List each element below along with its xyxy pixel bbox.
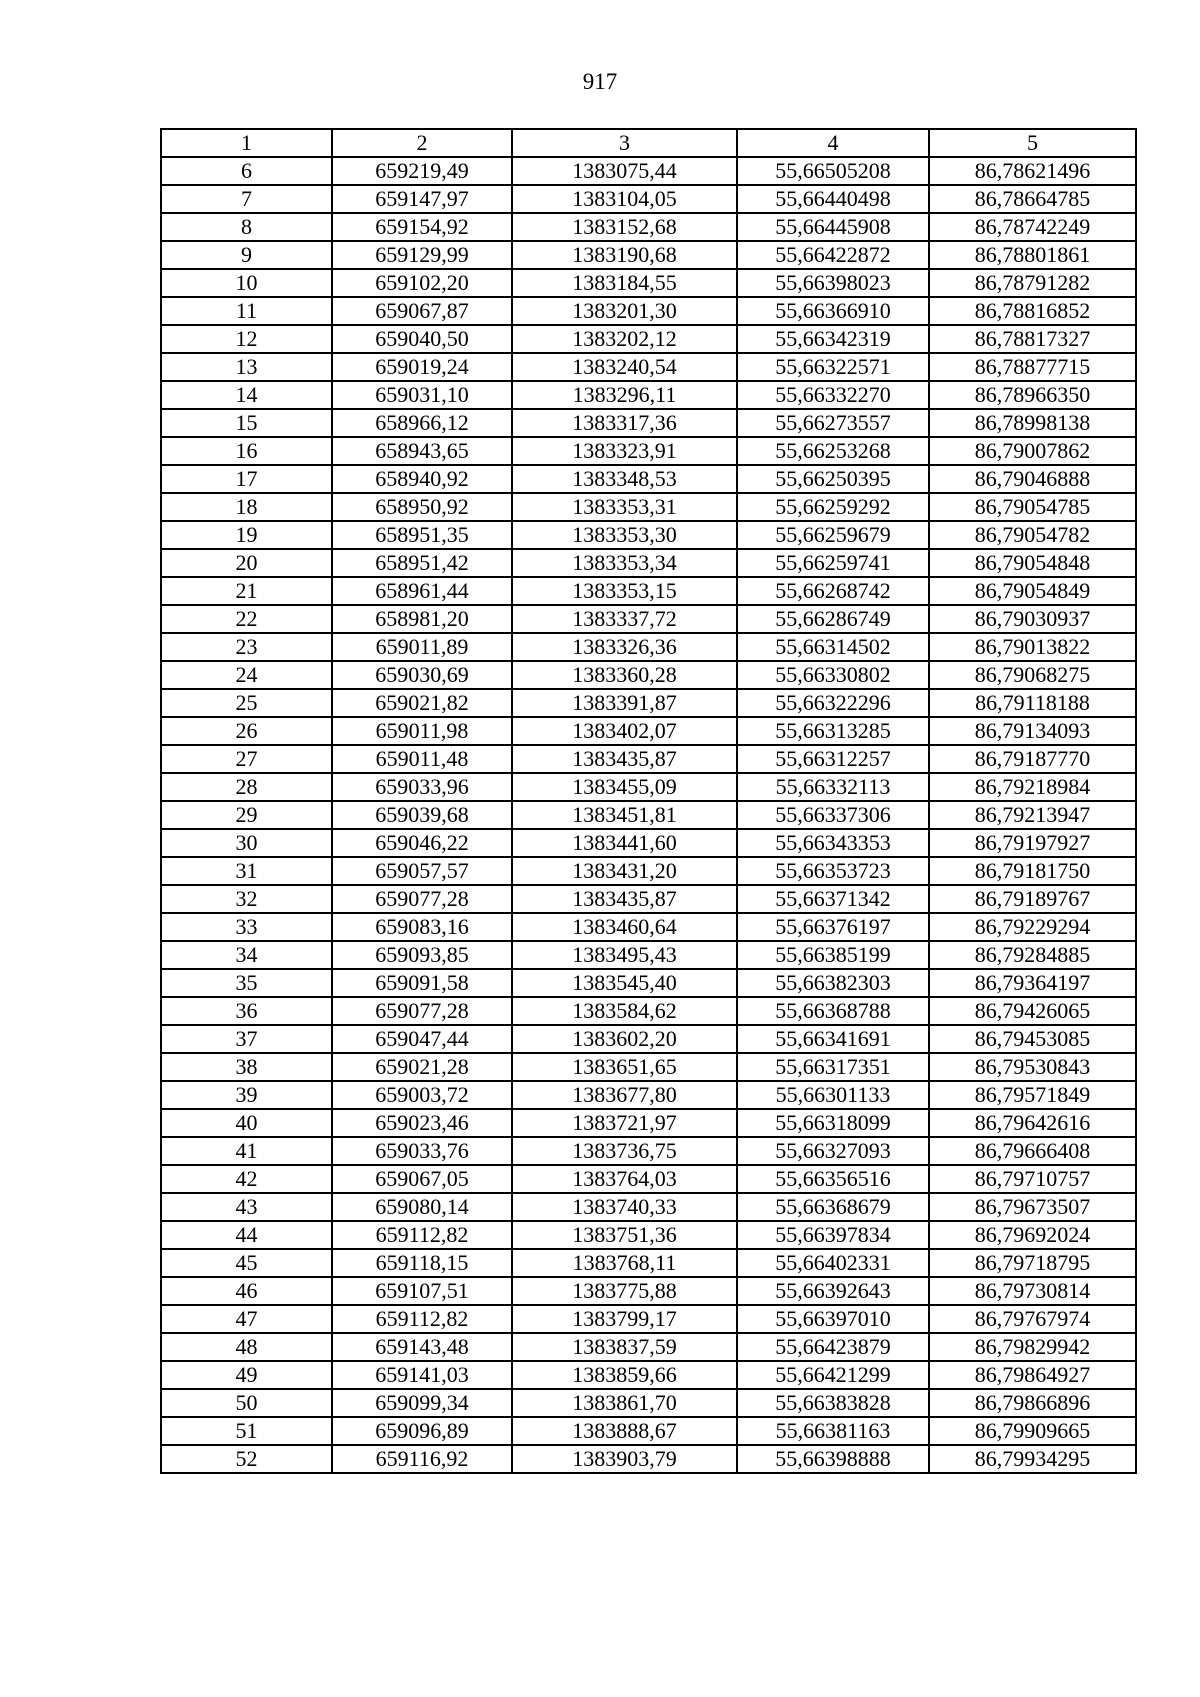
table-cell: 659129,99	[332, 241, 512, 269]
page-number: 917	[582, 69, 618, 94]
table-row	[161, 1081, 1136, 1109]
table-cell: 86,79530843	[929, 1053, 1136, 1081]
table-cell: 86,79229294	[929, 913, 1136, 941]
table-cell: 86,79054849	[929, 577, 1136, 605]
table-cell: 1383431,20	[512, 857, 737, 885]
table-cell: 44	[161, 1221, 332, 1249]
table-cell: 55,66392643	[737, 1277, 929, 1305]
table-cell: 1383202,12	[512, 325, 737, 353]
table-cell: 36	[161, 997, 332, 1025]
table-cell: 1383326,36	[512, 633, 737, 661]
table-row	[161, 1249, 1136, 1277]
table-cell: 55,66383828	[737, 1389, 929, 1417]
table-cell: 55,66253268	[737, 437, 929, 465]
table-cell: 55,66286749	[737, 605, 929, 633]
table-cell: 20	[161, 549, 332, 577]
table-cell: 46	[161, 1277, 332, 1305]
table-cell: 41	[161, 1137, 332, 1165]
table-cell: 658940,92	[332, 465, 512, 493]
table-cell: 86,79046888	[929, 465, 1136, 493]
table-cell: 55,66332270	[737, 381, 929, 409]
table-cell: 26	[161, 717, 332, 745]
table-row	[161, 521, 1136, 549]
table-row	[161, 241, 1136, 269]
table-cell: 659039,68	[332, 801, 512, 829]
table-row	[161, 381, 1136, 409]
table-cell: 658950,92	[332, 493, 512, 521]
table-cell: 659003,72	[332, 1081, 512, 1109]
table-cell: 52	[161, 1445, 332, 1473]
table-row	[161, 269, 1136, 297]
table-cell: 1383353,15	[512, 577, 737, 605]
table-cell: 86,79642616	[929, 1109, 1136, 1137]
table-cell: 1383441,60	[512, 829, 737, 857]
table-cell: 1383190,68	[512, 241, 737, 269]
table-row	[161, 465, 1136, 493]
table-cell: 86,79692024	[929, 1221, 1136, 1249]
table-cell: 10	[161, 269, 332, 297]
table-cell: 55,66353723	[737, 857, 929, 885]
table-cell: 1383740,33	[512, 1193, 737, 1221]
table-cell: 55,66398888	[737, 1445, 929, 1473]
table-cell: 7	[161, 185, 332, 213]
table-cell: 86,79054782	[929, 521, 1136, 549]
table-row	[161, 1109, 1136, 1137]
table-cell: 31	[161, 857, 332, 885]
table-row	[161, 353, 1136, 381]
table-cell: 55,66250395	[737, 465, 929, 493]
table-cell: 11	[161, 297, 332, 325]
table-cell: 55,66397010	[737, 1305, 929, 1333]
table-cell: 55,66440498	[737, 185, 929, 213]
table-cell: 658961,44	[332, 577, 512, 605]
table-cell: 659031,10	[332, 381, 512, 409]
table-cell: 1383677,80	[512, 1081, 737, 1109]
header-row	[161, 129, 1136, 157]
column-header: 4	[737, 129, 929, 157]
table-cell: 55,66273557	[737, 409, 929, 437]
table-row	[161, 1193, 1136, 1221]
table-cell: 86,79284885	[929, 941, 1136, 969]
table-cell: 659154,92	[332, 213, 512, 241]
table-cell: 6	[161, 157, 332, 185]
table-cell: 30	[161, 829, 332, 857]
table-row	[161, 633, 1136, 661]
table-cell: 659118,15	[332, 1249, 512, 1277]
table-cell: 1383764,03	[512, 1165, 737, 1193]
table-cell: 659030,69	[332, 661, 512, 689]
table-cell: 1383861,70	[512, 1389, 737, 1417]
table-row	[161, 1389, 1136, 1417]
table-cell: 659033,96	[332, 773, 512, 801]
table-row	[161, 297, 1136, 325]
table-cell: 42	[161, 1165, 332, 1193]
table-row	[161, 773, 1136, 801]
table-cell: 55,66322296	[737, 689, 929, 717]
table-cell: 86,79666408	[929, 1137, 1136, 1165]
table-cell: 659057,57	[332, 857, 512, 885]
table-cell: 658966,12	[332, 409, 512, 437]
table-cell: 658981,20	[332, 605, 512, 633]
table-row	[161, 717, 1136, 745]
table-cell: 55,66423879	[737, 1333, 929, 1361]
table-cell: 55,66337306	[737, 801, 929, 829]
table-cell: 86,79364197	[929, 969, 1136, 997]
table-row	[161, 213, 1136, 241]
table-row	[161, 409, 1136, 437]
table-cell: 659143,48	[332, 1333, 512, 1361]
table-cell: 55,66317351	[737, 1053, 929, 1081]
table-cell: 659067,87	[332, 297, 512, 325]
table-cell: 86,78742249	[929, 213, 1136, 241]
table-cell: 32	[161, 885, 332, 913]
table-cell: 86,79118188	[929, 689, 1136, 717]
table-row	[161, 1361, 1136, 1389]
table-cell: 86,79934295	[929, 1445, 1136, 1473]
table-cell: 1383651,65	[512, 1053, 737, 1081]
table-cell: 86,79218984	[929, 773, 1136, 801]
table-row	[161, 1137, 1136, 1165]
table-cell: 55,66385199	[737, 941, 929, 969]
table-cell: 86,79189767	[929, 885, 1136, 913]
table-cell: 659099,34	[332, 1389, 512, 1417]
table-cell: 86,79673507	[929, 1193, 1136, 1221]
table-cell: 49	[161, 1361, 332, 1389]
table-cell: 86,79181750	[929, 857, 1136, 885]
column-header: 5	[929, 129, 1136, 157]
table-cell: 659047,44	[332, 1025, 512, 1053]
column-header: 3	[512, 129, 737, 157]
table-cell: 35	[161, 969, 332, 997]
table-row	[161, 857, 1136, 885]
table-cell: 1383460,64	[512, 913, 737, 941]
table-row	[161, 1445, 1136, 1473]
table-cell: 55,66445908	[737, 213, 929, 241]
table-cell: 55,66398023	[737, 269, 929, 297]
table-cell: 86,78801861	[929, 241, 1136, 269]
table-cell: 86,78966350	[929, 381, 1136, 409]
table-row	[161, 941, 1136, 969]
table-cell: 55,66322571	[737, 353, 929, 381]
table-cell: 45	[161, 1249, 332, 1277]
table-cell: 55,66342319	[737, 325, 929, 353]
table-cell: 1383353,31	[512, 493, 737, 521]
table-cell: 55,66301133	[737, 1081, 929, 1109]
table-cell: 51	[161, 1417, 332, 1445]
table-cell: 86,79864927	[929, 1361, 1136, 1389]
table-row	[161, 689, 1136, 717]
coordinates-table	[160, 128, 1137, 1474]
table-row	[161, 745, 1136, 773]
table-row	[161, 885, 1136, 913]
table-cell: 55,66312257	[737, 745, 929, 773]
table-cell: 9	[161, 241, 332, 269]
table-cell: 659040,50	[332, 325, 512, 353]
table-cell: 55,66505208	[737, 157, 929, 185]
table-row	[161, 549, 1136, 577]
table-row	[161, 913, 1136, 941]
table-cell: 86,79829942	[929, 1333, 1136, 1361]
table-row	[161, 605, 1136, 633]
table-cell: 1383721,97	[512, 1109, 737, 1137]
table-cell: 1383075,44	[512, 157, 737, 185]
table-cell: 55,66341691	[737, 1025, 929, 1053]
table-row	[161, 1333, 1136, 1361]
table-cell: 13	[161, 353, 332, 381]
table-cell: 55,66313285	[737, 717, 929, 745]
table-cell: 18	[161, 493, 332, 521]
table-cell: 659219,49	[332, 157, 512, 185]
table-cell: 23	[161, 633, 332, 661]
table-cell: 55,66422872	[737, 241, 929, 269]
table-body	[161, 157, 1136, 1473]
table-cell: 55,66371342	[737, 885, 929, 913]
table-cell: 1383859,66	[512, 1361, 737, 1389]
table-row	[161, 577, 1136, 605]
table-cell: 86,79068275	[929, 661, 1136, 689]
table-cell: 28	[161, 773, 332, 801]
table-row	[161, 1221, 1136, 1249]
table-cell: 659112,82	[332, 1221, 512, 1249]
table-cell: 86,79213947	[929, 801, 1136, 829]
table-cell: 27	[161, 745, 332, 773]
table-cell: 55,66268742	[737, 577, 929, 605]
table-row	[161, 437, 1136, 465]
table-cell: 1383455,09	[512, 773, 737, 801]
table-cell: 659116,92	[332, 1445, 512, 1473]
table-cell: 8	[161, 213, 332, 241]
table-cell: 659141,03	[332, 1361, 512, 1389]
table-cell: 1383296,11	[512, 381, 737, 409]
table-cell: 34	[161, 941, 332, 969]
table-cell: 55,66376197	[737, 913, 929, 941]
table-cell: 1383451,81	[512, 801, 737, 829]
table-cell: 55,66259679	[737, 521, 929, 549]
table-cell: 1383402,07	[512, 717, 737, 745]
table-cell: 86,79013822	[929, 633, 1136, 661]
table-cell: 659102,20	[332, 269, 512, 297]
table-cell: 12	[161, 325, 332, 353]
table-cell: 86,79767974	[929, 1305, 1136, 1333]
table-row	[161, 1053, 1136, 1081]
table-cell: 86,79718795	[929, 1249, 1136, 1277]
table-row	[161, 829, 1136, 857]
table-cell: 1383353,34	[512, 549, 737, 577]
table-cell: 659011,98	[332, 717, 512, 745]
table-cell: 1383240,54	[512, 353, 737, 381]
table-cell: 86,79134093	[929, 717, 1136, 745]
table-cell: 86,79426065	[929, 997, 1136, 1025]
table-cell: 1383348,53	[512, 465, 737, 493]
table-cell: 659080,14	[332, 1193, 512, 1221]
table-cell: 15	[161, 409, 332, 437]
table-cell: 55,66421299	[737, 1361, 929, 1389]
table-cell: 86,78817327	[929, 325, 1136, 353]
table-cell: 55,66259741	[737, 549, 929, 577]
column-header: 2	[332, 129, 512, 157]
table-cell: 40	[161, 1109, 332, 1137]
table-cell: 17	[161, 465, 332, 493]
table-cell: 86,79909665	[929, 1417, 1136, 1445]
table-cell: 55,66314502	[737, 633, 929, 661]
table-row	[161, 997, 1136, 1025]
table-cell: 38	[161, 1053, 332, 1081]
table-cell: 55,66382303	[737, 969, 929, 997]
table-row	[161, 1165, 1136, 1193]
table-cell: 33	[161, 913, 332, 941]
table-cell: 55,66381163	[737, 1417, 929, 1445]
table-cell: 659019,24	[332, 353, 512, 381]
table-cell: 659096,89	[332, 1417, 512, 1445]
table-cell: 86,79054848	[929, 549, 1136, 577]
table-cell: 1383736,75	[512, 1137, 737, 1165]
table-cell: 1383775,88	[512, 1277, 737, 1305]
table-cell: 659021,28	[332, 1053, 512, 1081]
table-cell: 659083,16	[332, 913, 512, 941]
table-cell: 1383888,67	[512, 1417, 737, 1445]
table-cell: 1383435,87	[512, 745, 737, 773]
table-row	[161, 185, 1136, 213]
table-row	[161, 1277, 1136, 1305]
table-cell: 1383495,43	[512, 941, 737, 969]
table-cell: 55,66318099	[737, 1109, 929, 1137]
table-cell: 86,78791282	[929, 269, 1136, 297]
table-cell: 39	[161, 1081, 332, 1109]
table-row	[161, 157, 1136, 185]
table-cell: 1383152,68	[512, 213, 737, 241]
table-cell: 86,79453085	[929, 1025, 1136, 1053]
table-cell: 1383584,62	[512, 997, 737, 1025]
table-cell: 659107,51	[332, 1277, 512, 1305]
table-cell: 1383360,28	[512, 661, 737, 689]
table-cell: 21	[161, 577, 332, 605]
table-cell: 659067,05	[332, 1165, 512, 1193]
table-cell: 25	[161, 689, 332, 717]
table-cell: 55,66356516	[737, 1165, 929, 1193]
table-cell: 659011,89	[332, 633, 512, 661]
table-cell: 659091,58	[332, 969, 512, 997]
table-cell: 86,79730814	[929, 1277, 1136, 1305]
table-cell: 37	[161, 1025, 332, 1053]
table-cell: 48	[161, 1333, 332, 1361]
table-cell: 86,79710757	[929, 1165, 1136, 1193]
table-cell: 1383391,87	[512, 689, 737, 717]
table-cell: 86,79571849	[929, 1081, 1136, 1109]
table-cell: 1383837,59	[512, 1333, 737, 1361]
table-cell: 659077,28	[332, 885, 512, 913]
table-cell: 86,79054785	[929, 493, 1136, 521]
table-row	[161, 1417, 1136, 1445]
table-cell: 86,79197927	[929, 829, 1136, 857]
table-cell: 658951,42	[332, 549, 512, 577]
table-cell: 659077,28	[332, 997, 512, 1025]
table-cell: 1383184,55	[512, 269, 737, 297]
table-cell: 659147,97	[332, 185, 512, 213]
table-cell: 1383903,79	[512, 1445, 737, 1473]
table-row	[161, 661, 1136, 689]
table-cell: 55,66327093	[737, 1137, 929, 1165]
table-cell: 1383751,36	[512, 1221, 737, 1249]
table-cell: 55,66402331	[737, 1249, 929, 1277]
table-cell: 1383104,05	[512, 185, 737, 213]
table-cell: 1383317,36	[512, 409, 737, 437]
table-cell: 1383323,91	[512, 437, 737, 465]
table-cell: 55,66397834	[737, 1221, 929, 1249]
table-cell: 1383337,72	[512, 605, 737, 633]
table-cell: 1383545,40	[512, 969, 737, 997]
table-cell: 658943,65	[332, 437, 512, 465]
table-cell: 55,66368679	[737, 1193, 929, 1221]
table-header	[161, 129, 1136, 157]
table-cell: 86,79866896	[929, 1389, 1136, 1417]
table-cell: 55,66343353	[737, 829, 929, 857]
table-cell: 659011,48	[332, 745, 512, 773]
table-cell: 86,79187770	[929, 745, 1136, 773]
table-row	[161, 969, 1136, 997]
table-cell: 1383201,30	[512, 297, 737, 325]
table-cell: 1383602,20	[512, 1025, 737, 1053]
table-cell: 86,78877715	[929, 353, 1136, 381]
table-cell: 22	[161, 605, 332, 633]
table-cell: 659093,85	[332, 941, 512, 969]
table-cell: 86,79007862	[929, 437, 1136, 465]
table-cell: 29	[161, 801, 332, 829]
table-cell: 659023,46	[332, 1109, 512, 1137]
table-row	[161, 493, 1136, 521]
table-cell: 16	[161, 437, 332, 465]
table-cell: 1383768,11	[512, 1249, 737, 1277]
table-cell: 55,66366910	[737, 297, 929, 325]
table-cell: 43	[161, 1193, 332, 1221]
table-cell: 659021,82	[332, 689, 512, 717]
table-cell: 55,66332113	[737, 773, 929, 801]
table-cell: 658951,35	[332, 521, 512, 549]
table-cell: 55,66259292	[737, 493, 929, 521]
table-cell: 24	[161, 661, 332, 689]
table-cell: 86,78816852	[929, 297, 1136, 325]
table-row	[161, 1025, 1136, 1053]
column-header: 1	[161, 129, 332, 157]
table-cell: 659046,22	[332, 829, 512, 857]
table-cell: 1383799,17	[512, 1305, 737, 1333]
table-cell: 14	[161, 381, 332, 409]
table-cell: 86,79030937	[929, 605, 1136, 633]
table-row	[161, 1305, 1136, 1333]
table-row	[161, 801, 1136, 829]
table-cell: 55,66368788	[737, 997, 929, 1025]
table-cell: 55,66330802	[737, 661, 929, 689]
table-row	[161, 325, 1136, 353]
table-cell: 19	[161, 521, 332, 549]
table-cell: 659112,82	[332, 1305, 512, 1333]
table-cell: 1383435,87	[512, 885, 737, 913]
table-cell: 47	[161, 1305, 332, 1333]
table-cell: 50	[161, 1389, 332, 1417]
table-cell: 86,78621496	[929, 157, 1136, 185]
table-cell: 86,78664785	[929, 185, 1136, 213]
table-cell: 659033,76	[332, 1137, 512, 1165]
table-cell: 1383353,30	[512, 521, 737, 549]
table-cell: 86,78998138	[929, 409, 1136, 437]
